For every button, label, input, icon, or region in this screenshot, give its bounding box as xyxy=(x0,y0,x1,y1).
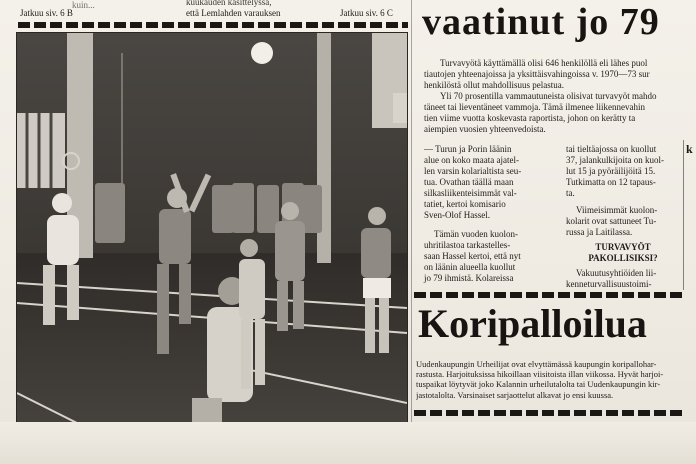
col2-line: ta. xyxy=(566,188,575,198)
intro-line: täneet tai lieventäneet vammoja. Tämä ilmenee liikennevahin xyxy=(424,102,645,112)
col2b-line: kolarit ovat sattuneet Tu- xyxy=(566,216,657,226)
subhead-line2: PAKOLLISIKSI? xyxy=(588,253,658,263)
intro-line: Turvavyötä käyttämällä olisi 646 henkilöllä eli lähes puol xyxy=(440,58,648,68)
continued-note-left: Jatkuu siv. 6 B xyxy=(20,8,73,18)
col1b-line: on läänin alueella kuollut xyxy=(424,262,516,272)
koripallo-body xyxy=(416,359,684,400)
intro-line: henkilöstä ollut mahdollisuus pelastua. xyxy=(424,80,564,90)
col1-line: len varsin kolarialtista seu- xyxy=(424,166,522,176)
col2-line: tai tieltäajossa on kuollut xyxy=(566,144,657,154)
col1-line: silkasliikenteisimmät val- xyxy=(424,188,517,198)
col1b-line: saan Hassel kertoi, että nyt xyxy=(424,251,521,261)
top-mid-line2: että Lemlahden varauksen xyxy=(186,8,281,18)
koripallo-line: rastusta. Harjoituksissa hikoillaan viisitoista illan viikossa. Hyvät harjoi- xyxy=(416,369,664,380)
decorative-rule-bottom xyxy=(414,410,684,416)
decorative-rule-top xyxy=(18,22,408,28)
col2-line: Tutkimatta on 12 tapaus- xyxy=(566,177,656,187)
basketball-players-image xyxy=(17,33,407,423)
col1-line: — Turun ja Porin läänin xyxy=(424,144,512,154)
subhead-line1: TURVAVYÖT xyxy=(595,242,651,252)
intro-line: tiautojen yhteenajoissa ja yksittäisvahingoissa v. 1970—73 sur xyxy=(424,69,650,79)
koripallo-line: Uudenkaupungin Urheilijat ovat elvyttämässä kaupungin koripallohar- xyxy=(416,359,657,369)
right-edge-glyph: k xyxy=(686,142,693,156)
koripallo-headline: Koripalloilua xyxy=(418,301,647,346)
left-margin-column xyxy=(0,4,10,424)
col1b-line: uhritilastoa tarkastelles- xyxy=(424,240,511,250)
col2c-line: Vakuutusyhtiöiden lii- xyxy=(576,268,657,278)
continued-note-right: Jatkuu siv. 6 C xyxy=(340,8,393,18)
col1-line: alue on koko maata ajatel- xyxy=(424,155,519,165)
col1b-line: Tämän vuoden kuolon- xyxy=(434,229,518,239)
top-mid-line1: kuukauden kasittelyssa, xyxy=(186,0,272,7)
right-column-divider xyxy=(683,140,684,290)
koripallo-line: jastotalolta. Varsinaiset sarjaottelut alkavat jo ensi kuussa. xyxy=(416,389,614,400)
intro-line: tien viime vuotta koskevasta raportista, johon on kerätty ta xyxy=(424,113,636,123)
col2c-line: kenneturvallisuustoimi- xyxy=(566,279,652,289)
article-column-2 xyxy=(566,144,680,290)
intro-line: Yli 70 prosentilla vammautuneista olisivat turvavyöt mahdo xyxy=(440,91,657,101)
col1-line: tatiet, kertoi komisario xyxy=(424,199,506,209)
col2b-line: russa ja Laitilassa. xyxy=(566,227,633,237)
col2b-line: Viimeisimmät kuolon- xyxy=(576,205,658,215)
article-headline: vaatinut jo 79 xyxy=(422,1,660,43)
koripallo-line: tuspaikat löytyvät joko Kalannin urheilutalolta tai Uudenkaupungin kir- xyxy=(416,379,661,390)
column-divider xyxy=(411,0,412,422)
col1b-line: jo 79 ihmistä. Kolareissa xyxy=(424,273,514,283)
col1-line: tua. Ovathan täällä maan xyxy=(424,177,514,187)
basketball-photo xyxy=(16,32,408,424)
col2-line: 37, jalankulkijoita on kuol- xyxy=(566,155,664,165)
page-bottom-margin xyxy=(0,422,696,464)
decorative-rule-mid xyxy=(414,292,684,298)
col1-line: Sven-Olof Hassel. xyxy=(424,210,490,220)
article-intro xyxy=(424,58,696,135)
intro-line: aiempien vuosien yhteenvedoista. xyxy=(424,124,546,134)
col2-line: lut 15 ja pyöräilijöitä 15. xyxy=(566,166,656,176)
article-column-1 xyxy=(424,144,554,284)
top-left-partial: kuin... xyxy=(72,0,95,10)
